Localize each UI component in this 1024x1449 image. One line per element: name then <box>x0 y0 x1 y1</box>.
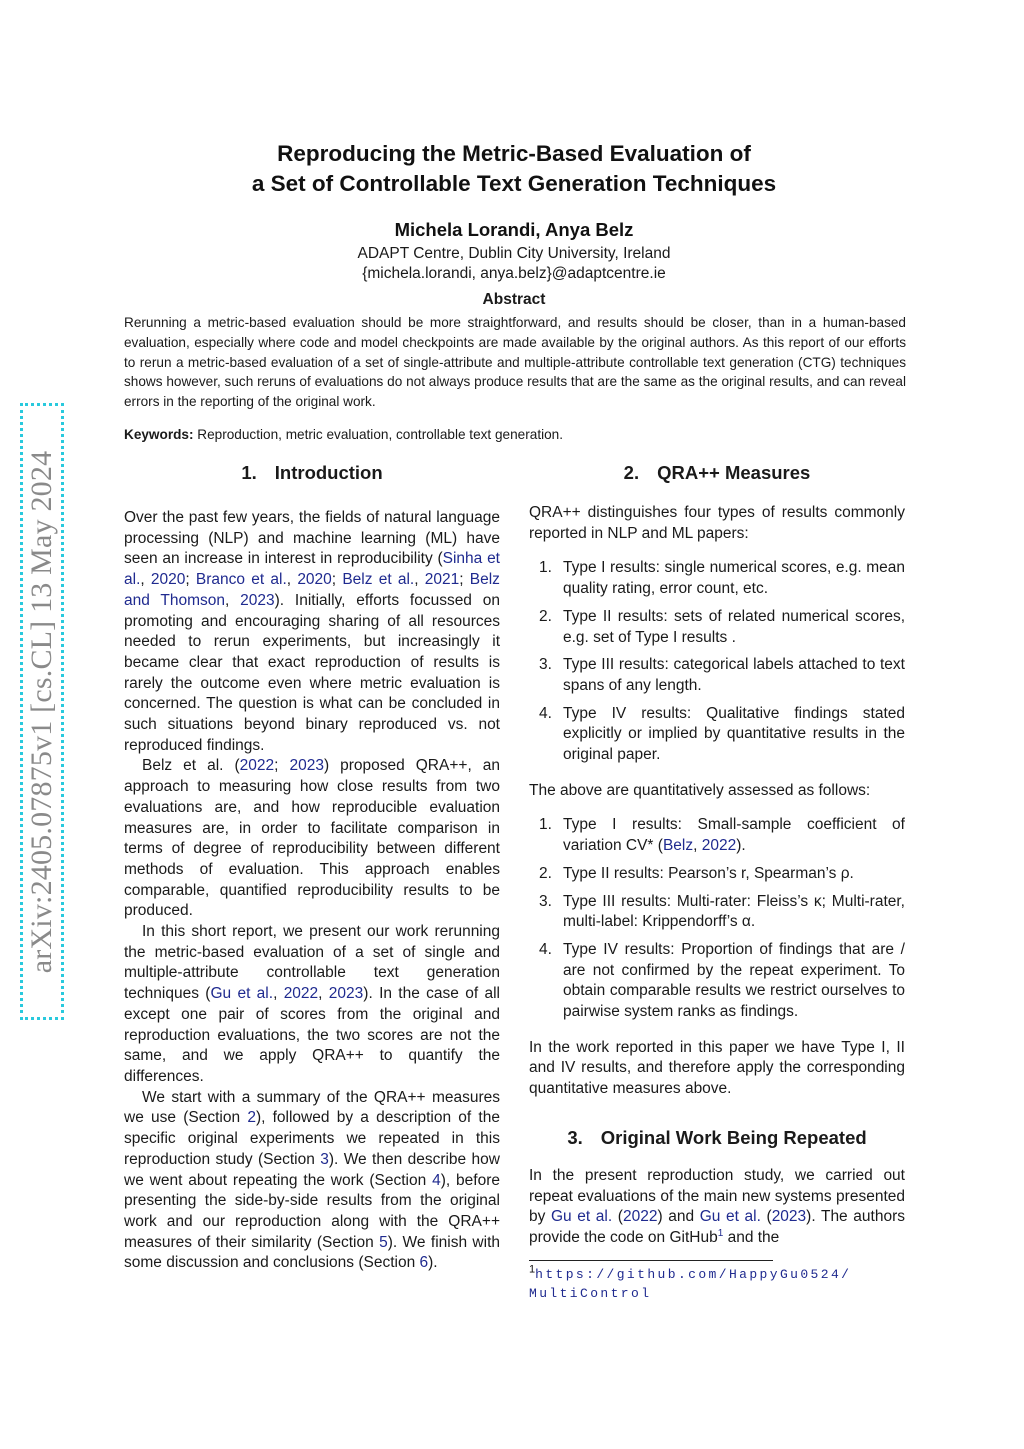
list-text: Type I results: single numerical scores, e.g. mean quality rating, error count, etc. <box>563 559 905 598</box>
assess-lead: The above are quantitatively assessed as follows: <box>529 781 871 799</box>
qra-closing: In the work reported in this paper we have Type I, II and IV results, and therefore apply the corresponding quantitative measures above. <box>529 1038 905 1098</box>
list-number: 1. <box>539 816 552 834</box>
text-run: ), followed by a description of the specific original experiments we repeated in this reproduction study (Section <box>124 1109 500 1168</box>
citation-link[interactable]: Belz and Thomson <box>124 571 500 609</box>
section-number: 2. <box>623 462 640 483</box>
paper-title <box>140 139 888 199</box>
list-text: Type II results: Pearson’s r, Spearman’s ρ. <box>563 864 854 882</box>
citation-year-link[interactable]: 2023 <box>328 985 364 1003</box>
section-title: Original Work Being Repeated <box>600 1126 867 1148</box>
list-item <box>529 892 905 933</box>
citation-year-link[interactable]: 2020 <box>297 571 332 589</box>
footnote-mark: 1 <box>529 1263 536 1276</box>
list-item <box>529 864 905 885</box>
footnote-divider <box>529 1260 773 1261</box>
footnote-ref-link[interactable]: 1 <box>717 1227 724 1239</box>
section-ref-link[interactable]: 5 <box>379 1233 388 1251</box>
section-number: 3. <box>567 1126 583 1148</box>
list-text: Type IV results: Qualitative findings stated explicitly or implied by quantitative results in the original paper. <box>563 704 905 764</box>
list-number: 3. <box>539 892 552 910</box>
section-number: 1. <box>241 462 257 483</box>
section-ref-link[interactable]: 6 <box>419 1254 429 1272</box>
citation-year-link[interactable]: 2021 <box>424 571 460 589</box>
authors: Michela Lorandi, Anya Belz <box>394 219 634 240</box>
affiliation-block <box>140 244 888 284</box>
orig-paragraph: In the present reproduction study, we carried out repeat evaluations of the main new systems presented by Gu et al. (2022) and Gu et al. (2023). The authors provide the code on GitHub$^1$ and the <box>529 1166 905 1246</box>
measures-list <box>529 815 905 1022</box>
section-ref-link[interactable]: 2 <box>247 1109 256 1127</box>
citation-link[interactable]: Gu et al. <box>550 1208 613 1226</box>
citation-link[interactable]: Gu et al. <box>210 985 274 1003</box>
citation-link[interactable]: Branco et al. <box>195 571 287 589</box>
text-run: ). <box>428 1254 438 1272</box>
citation-link[interactable]: Gu et al. <box>699 1208 761 1226</box>
abstract-text: Rerunning a metric-based evaluation should be more straightforward, and results should be closer, than in a human-based evaluation, especially where code and model checkpoints are made available by the original authors. As this report of our efforts to rerun a metric-based evaluation of a set of single-attribute and multiple-attribute controllable text generation (CTG) techniques shows however, such reruns of evaluations do not always produce results that are the same as the original results, and can reveal errors in the reporting of the original work. <box>124 315 906 410</box>
section-heading-original-work <box>529 1126 905 1150</box>
intro-paragraph-1: Over the past few years, the fields of natural language processing (NLP) and machine learning (ML) have seen an increase in interest in reproducibility (Sinha et al., 2020; Branco et al., 2020; Belz et al., 2021; Belz and Thomson, 2023). Initially, efforts focussed on promoting and encouraging sharing of all resources needed to rerun experiments, but increasingly it became clear that exact reproduction of results is rarely the outcome even where metric evaluation is concerned. The question is what can be concluded in such situations beyond binary reproduced vs. not reproduced findings. <box>124 509 500 754</box>
section-title: Introduction <box>274 462 383 483</box>
list-number: 3. <box>539 656 552 674</box>
list-text: Type IV results: Proportion of findings that are / are not confirmed by the repeat experiment. To obtain comparable results we restrict ourselves to pairwise system ranks as findings. <box>563 940 905 1021</box>
email: {michela.lorandi, anya.belz}@adaptcentre.ie <box>362 265 666 282</box>
list-text: Type III results: Multi-rater: Fleiss’s κ; Multi-rater, multi-label: Krippendorff’s α. <box>563 892 905 931</box>
text-run: Belz et al. ( <box>142 757 240 775</box>
intro-paragraph-3: In this short report, we present our work rerunning the metric-based evaluation of a set of single and multiple-attribute controllable text generation techniques (Gu et al., 2022, 2023). In the case of all except one pair of scores from the original and reproduction evaluations, the two scores are not the same, and we apply QRA++ to quantify the differences. <box>124 923 500 1085</box>
list-item <box>529 940 905 1023</box>
intro-paragraph-4 <box>124 1088 500 1274</box>
footnote <box>529 1265 905 1303</box>
qra-lead: QRA++ distinguishes four types of results commonly reported in NLP and ML papers: <box>529 504 905 542</box>
keywords <box>124 427 906 442</box>
text-run: ). We then describe how we went about repeating the work (Section <box>124 1150 500 1189</box>
text-run: ). The authors provide the code on GitHub <box>529 1208 905 1246</box>
citation-year-link[interactable]: 2023 <box>771 1208 807 1226</box>
citation-year-link[interactable]: 2022 <box>239 757 275 775</box>
right-column <box>529 461 905 1303</box>
text-run: ). Initially, efforts focussed on promoting and encouraging sharing of all resources needed to rerun experiments, but increasingly it became clear that exact reproduction of results is rarely the outcome even where metric evaluation is concerned. The question is what can be concluded in such situations beyond binary reproduced vs. not reproduced findings. <box>124 591 500 754</box>
section-ref-link[interactable]: 4 <box>432 1171 441 1189</box>
footnote-url-link[interactable]: https://github.com/HappyGu0524/ <box>535 1266 852 1282</box>
text-run: In the present reproduction study, we carried out repeat evaluations of the main new systems presented by <box>529 1166 905 1226</box>
citation-year-link[interactable]: 2023 <box>289 757 324 775</box>
text-run: We start with a summary of the QRA++ measures we use (Section <box>124 1088 500 1127</box>
section-heading-qra <box>529 461 905 485</box>
list-number: 2. <box>539 864 552 882</box>
list-item <box>529 607 905 648</box>
list-number: 4. <box>539 704 552 722</box>
keywords-text: Reproduction, metric evaluation, controllable text generation. <box>193 427 564 442</box>
section-ref-link[interactable]: 3 <box>320 1150 329 1168</box>
list-text: Type II results: sets of related numerical scores, e.g. set of Type I results . <box>563 607 905 646</box>
title-line-2: a Set of Controllable Text Generation Techniques <box>251 171 777 196</box>
citation-link[interactable]: Belz <box>662 837 694 855</box>
left-column <box>124 461 500 1274</box>
citation-link[interactable]: Sinha et al. <box>124 550 500 589</box>
citation-link[interactable]: Belz et al. <box>342 571 415 589</box>
list-text: Type I results: Small-sample coefficient of variation CV* ( <box>563 816 905 855</box>
list-text: Type III results: categorical labels attached to text spans of any length. <box>563 656 905 694</box>
arxiv-stamp <box>20 403 64 1020</box>
list-number: 4. <box>539 940 552 958</box>
list-number: 1. <box>539 559 552 577</box>
citation-year-link[interactable]: 2022 <box>701 837 737 855</box>
list-item <box>529 704 905 766</box>
arxiv-identifier: arXiv:2405.07875v1 [cs.CL] 13 May 2024 <box>25 450 58 973</box>
list-item: 1. Type I results: Small-sample coefficient of variation CV* (Belz, 2022). <box>539 816 905 855</box>
abstract-heading: Abstract <box>482 291 546 308</box>
keywords-label: Keywords: <box>124 427 194 442</box>
result-types-list <box>529 558 905 765</box>
citation-year-link[interactable]: 2022 <box>283 985 319 1003</box>
text-run: ) and <box>657 1208 700 1226</box>
text-run: In this short report, we present our work rerunning the metric-based evaluation of a set of single and multiple-attribute controllable text generation techniques ( <box>124 923 500 1003</box>
citation-year-link[interactable]: 2020 <box>150 571 186 589</box>
affiliation: ADAPT Centre, Dublin City University, Ireland <box>357 245 671 262</box>
text-run: ). We finish with some discussion and conclusions (Section <box>124 1233 500 1272</box>
text-run: ), before presenting the side-by-side results from the original work and our reproduction along with the QRA++ measures of their similarity (Section <box>124 1171 500 1251</box>
text-run: Over the past few years, the fields of natural language processing (NLP) and machine learning (ML) have seen an increase in interest in reproducibility ( <box>124 509 500 568</box>
title-line-1: Reproducing the Metric-Based Evaluation of <box>277 141 751 166</box>
list-text: ). <box>736 837 746 855</box>
text-run: ) proposed QRA++, an approach to measuring how close results from two evaluations are, and how reproducible evaluation measures are, in order to facilitate comparison in terms of degree of reproducibility between different methods of evaluation. This approach enables comparable, quantified reproducibility results to be produced. <box>124 757 500 920</box>
text-run: and the <box>723 1228 780 1246</box>
citation-year-link[interactable]: 2022 <box>622 1208 658 1226</box>
list-item <box>529 558 905 599</box>
section-heading-introduction <box>124 461 500 485</box>
footnote-url-link-cont[interactable]: MultiControl <box>529 1285 652 1301</box>
citation-year-link[interactable]: 2023 <box>240 591 275 609</box>
text-run: ). In the case of all except one pair of scores from the original and reproduction evaluations, the two scores are not the same, and we apply QRA++ to quantify the differences. <box>124 985 500 1085</box>
list-number: 2. <box>539 607 552 625</box>
list-item <box>529 655 905 696</box>
section-title: QRA++ Measures <box>657 462 811 483</box>
intro-paragraph-2: Belz et al. (2022; 2023) proposed QRA++, an approach to measuring how close results from two evaluations are, and how reproducible evaluation measures are, in order to facilitate comparison in terms of degree of reproducibility between different methods of evaluation. This approach enables comparable, quantified reproducibility results to be produced. <box>124 757 500 920</box>
